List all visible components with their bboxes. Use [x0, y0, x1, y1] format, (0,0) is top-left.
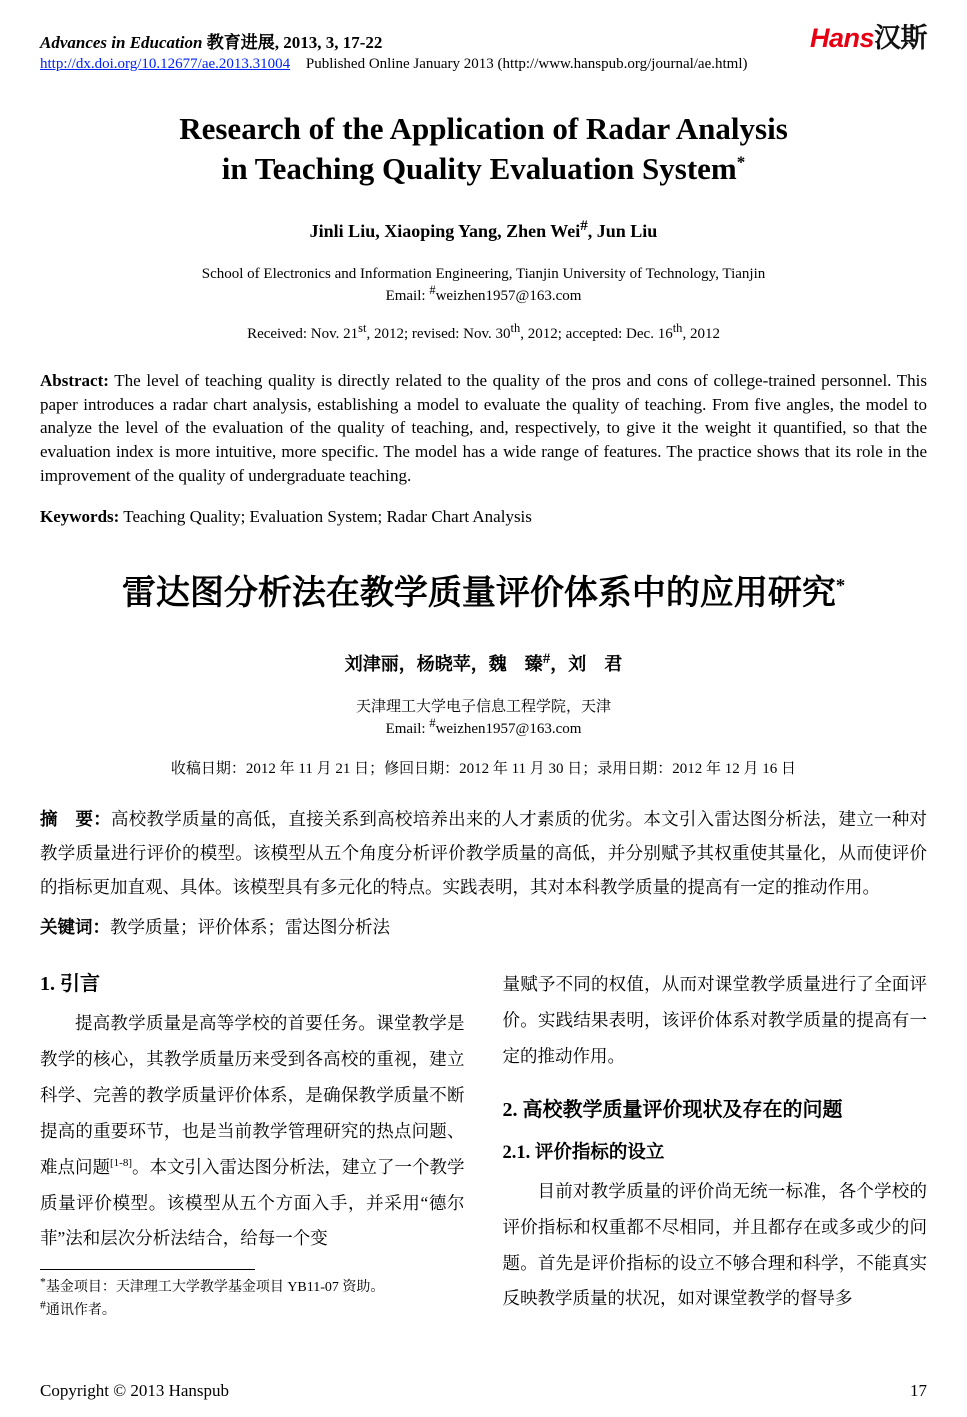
affiliation-zh-text: 天津理工大学电子信息工程学院，天津	[355, 698, 611, 715]
section-1-heading: 1. 引言	[40, 973, 100, 996]
title-en-line2: in Teaching Quality Evaluation System	[221, 150, 737, 186]
section-1-paragraph: 提高教学质量是高等学校的首要任务。课堂教学是教学的核心，其教学质量历来受到各高校的重视，建立科学、完善的教学质量评价体系，是确保教学质量不断提高的重要环节，也是当前教学管理研究的热点问题、难点问题[1-8]。本文引入雷达图分析法，建立了一个教学质量评价模型。该模型从五个方面入手，并采用“德尔菲”法和层次分析法结合，给每一个变	[40, 1013, 465, 1249]
body-columns	[40, 967, 927, 1322]
email-address: weizhen1957@163.com	[435, 288, 582, 305]
email-address-zh: weizhen1957@163.com	[435, 721, 582, 738]
left-column	[40, 967, 465, 1322]
footnotes	[40, 1269, 465, 1322]
title-zh-footnote-mark: *	[835, 575, 846, 597]
abstract-en-text: The level of teaching quality is directly related to the quality of the pros and cons of college-trained personnel. This paper introduces a radar chart analysis, establishing a model to evaluate the quality of teaching. From five angles, the model to analyze the level of the evaluation of the quality of teaching, and, respectively, to give it the weight it quantified, so that the evaluation index is more intuitive, more specific. The model has a wide range of features. The practice shows that its role in the improvement of the quality of undergraduate teaching.	[40, 370, 927, 485]
affiliation-zh	[40, 696, 927, 741]
published-info: Published Online January 2013 (http://www.hanspub.org/journal/ae.html)	[305, 55, 748, 72]
journal-name: Advances in Education	[40, 33, 203, 52]
affiliation-en	[40, 264, 927, 308]
footnote-corresponding: #通讯作者。	[40, 1298, 116, 1319]
section-2-1-paragraph: 目前对教学质量的评价尚无统一标准，各个学校的评价指标和权重都不尽相同，并且都存在或多或少的问题。首先是评价指标的设立不够合理和科学，不能真实反映教学质量的状况，如对课堂教学的督导多	[502, 1180, 927, 1309]
title-en-line1: Research of the Application of Radar Analysis	[179, 110, 788, 146]
title-footnote-mark: *	[736, 152, 746, 172]
authors-zh-mark: #	[542, 650, 551, 667]
authors-en-part2: , Jun Liu	[587, 221, 658, 242]
page-footer	[40, 1381, 927, 1401]
reference-citation: [1-8]	[110, 1156, 132, 1169]
hanspub-logo	[810, 24, 927, 54]
hanspub-logo-latin: Hans	[809, 23, 874, 53]
keywords-en-label: Keywords:	[40, 506, 120, 526]
keywords-zh	[40, 914, 927, 939]
page-number: 17	[910, 1381, 927, 1400]
email-label-zh: Email:	[385, 721, 430, 738]
email-label: Email:	[385, 288, 430, 305]
journal-header	[40, 24, 927, 73]
journal-meta: 教育进展, 2013, 3, 17-22	[202, 33, 383, 52]
section-2-1-heading: 2.1. 评价指标的设立	[502, 1142, 665, 1163]
section-2-heading: 2. 高校教学质量评价现状及存在的问题	[502, 1098, 843, 1121]
right-column	[503, 967, 928, 1322]
hanspub-logo-cn: 汉斯	[874, 23, 927, 53]
email-mark: #	[429, 283, 436, 298]
footnote-fund: *基金项目：天津理工大学教学基金项目 YB11-07 资助。	[40, 1275, 385, 1296]
abstract-en-label: Abstract:	[40, 370, 109, 390]
title-zh-text: 雷达图分析法在教学质量评价体系中的应用研究	[121, 574, 836, 612]
authors-en	[40, 218, 927, 242]
abstract-zh-label: 摘 要：	[40, 808, 111, 829]
affiliation-en-text: School of Electronics and Information Engineering, Tianjin University of Technology, Tianjin	[201, 266, 766, 283]
keywords-en-text: Teaching Quality; Evaluation System; Radar Chart Analysis	[119, 506, 532, 526]
paper-title-en	[40, 109, 927, 190]
email-mark-zh: #	[429, 716, 436, 731]
corresponding-author-mark: #	[580, 218, 588, 235]
authors-zh-part2: ，刘 君	[550, 653, 623, 674]
doi-line	[40, 56, 927, 73]
keywords-zh-label: 关键词：	[40, 917, 110, 938]
email-line	[385, 283, 582, 305]
section-1-paragraph-continued: 量赋予不同的权值，从而对课堂教学质量进行了全面评价。实践结果表明，该评价体系对教学质量的提高有一定的推动作用。	[502, 974, 927, 1066]
copyright-notice: Copyright © 2013 Hanspub	[40, 1381, 230, 1400]
authors-en-part1: Jinli Liu, Xiaoping Yang, Zhen Wei	[309, 221, 581, 242]
authors-zh-part1: 刘津丽，杨晓苹，魏 臻	[344, 653, 543, 674]
abstract-en	[40, 369, 927, 488]
received-dates-en: Received: Nov. 21st, 2012; revised: Nov. 30th, 2012; accepted: Dec. 16th, 2012	[247, 320, 720, 342]
journal-info	[40, 24, 382, 53]
keywords-zh-text: 教学质量；评价体系；雷达图分析法	[110, 917, 390, 938]
paper-title-zh	[40, 565, 927, 614]
footnote-divider	[40, 1269, 255, 1270]
email-line-zh	[385, 716, 582, 738]
received-dates-zh: 收稿日期：2012 年 11 月 21 日；修回日期：2012 年 11 月 30 日；录用日期：2012 年 12 月 16 日	[170, 760, 797, 777]
keywords-en	[40, 507, 927, 527]
abstract-zh	[40, 802, 927, 904]
abstract-zh-text: 高校教学质量的高低，直接关系到高校培养出来的人才素质的优劣。本文引入雷达图分析法，建立一种对教学质量进行评价的模型。该模型从五个角度分析评价教学质量的高低，并分别赋予其权重使其量化，从而使评价的指标更加直观、具体。该模型具有多元化的特点。实践表明，其对本科教学质量的提高有一定的推动作用。	[40, 808, 928, 898]
doi-link[interactable]: http://dx.doi.org/10.12677/ae.2013.31004	[40, 55, 291, 72]
authors-zh	[40, 650, 927, 676]
